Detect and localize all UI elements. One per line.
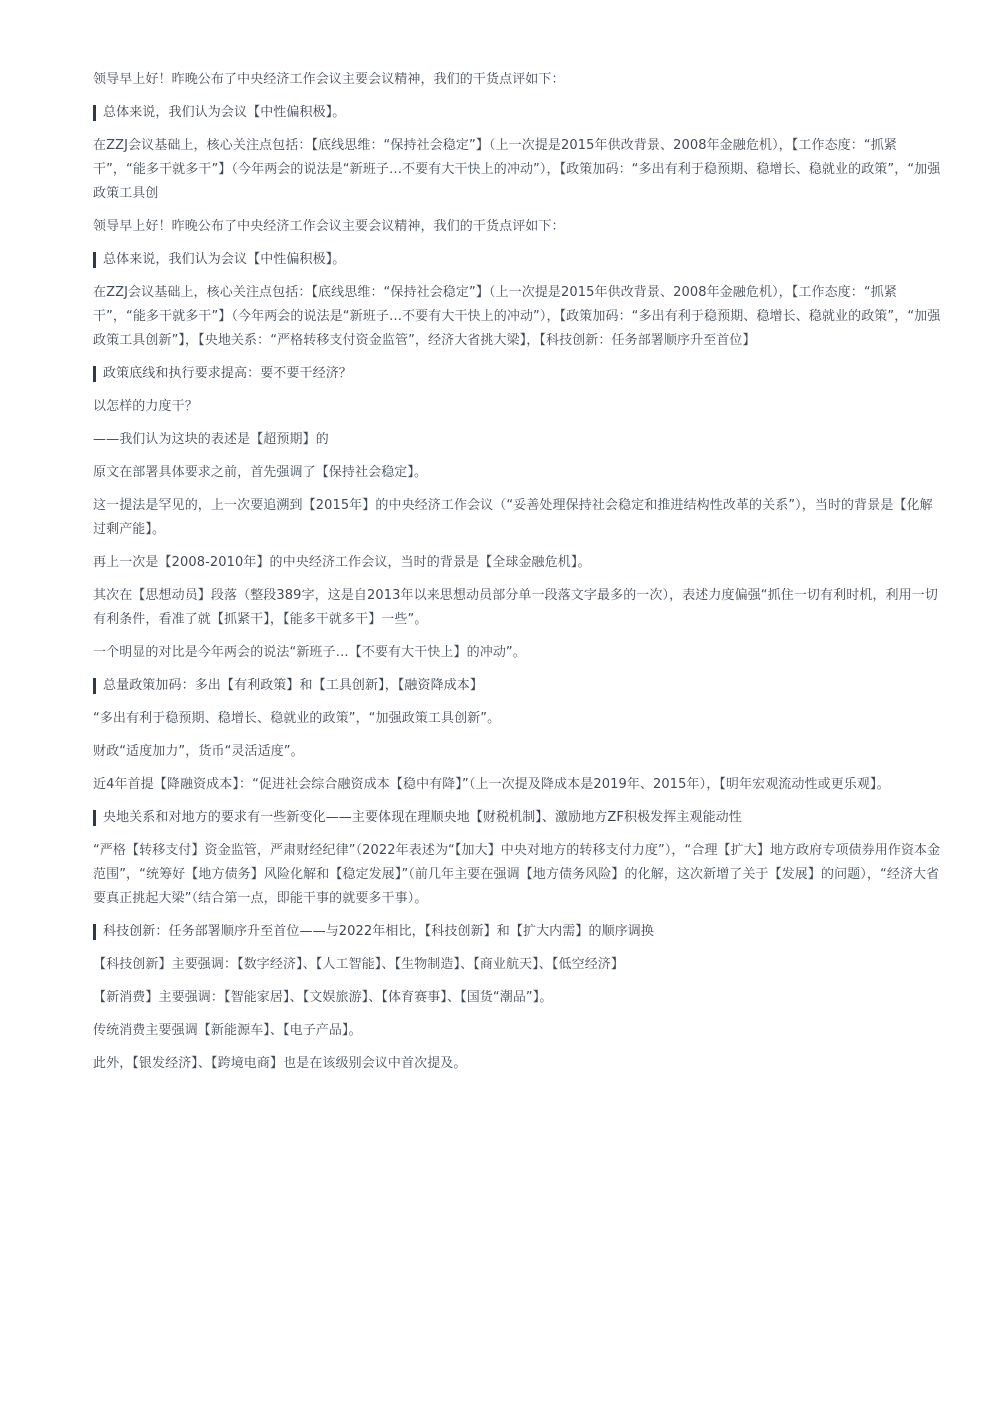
- paragraph: 一个明显的对比是今年两会的说法“新班子…【不要有大干快上】的冲动”。: [93, 645, 526, 660]
- paragraph: 财政“适度加力”，货币“灵活适度”。: [93, 744, 304, 759]
- paragraph: 其次在【思想动员】段落（整段389字，这是自2013年以来思想动员部分单一段落文字最多的一次），表述力度偏强“抓住一切有利时机，利用一切有利条件，看准了就【抓紧干】，【能多干就多干】一些”。: [93, 588, 938, 627]
- section-heading: 总体来说，我们认为会议【中性偏积极】。: [93, 101, 941, 125]
- paragraph: 原文在部署具体要求之前，首先强调了【保持社会稳定】。: [93, 465, 428, 480]
- section-heading: 总体来说，我们认为会议【中性偏积极】。: [93, 248, 941, 272]
- section-heading: 政策底线和执行要求提高：要不要干经济？: [93, 362, 941, 386]
- paragraph: 领导早上好！昨晚公布了中央经济工作会议主要会议精神，我们的干货点评如下：: [93, 219, 565, 234]
- paragraph: “严格【转移支付】资金监管，严肃财经纪律”（2022年表述为“【加大】中央对地方的转移支付力度”），“合理【扩大】地方政府专项债券用作资本金范围”，“统筹好【地方债务】风险化解和【稳定发展】”（前几年主要在强调【地方债务风险】的化解，这次新增了关于【发展】的问题），“经济大省要真正挑起大梁”（结合第一点，即能干事的就要多干事）。: [93, 843, 941, 906]
- section-heading: 科技创新：任务部署顺序升至首位——与2022年相比，【科技创新】和【扩大内需】的顺序调换: [93, 920, 941, 944]
- paragraph: 这一提法是罕见的，上一次要追溯到【2015年】的中央经济工作会议（“妥善处理保持社会稳定和推进结构性改革的关系”），当时的背景是【化解过剩产能】。: [93, 498, 933, 537]
- section-heading: 总量政策加码：多出【有利政策】和【工具创新】，【融资降成本】: [93, 674, 941, 698]
- paragraph: 以怎样的力度干？: [93, 399, 198, 414]
- paragraph: 再上一次是【2008-2010年】的中央经济工作会议，当时的背景是【全球金融危机】。: [93, 555, 591, 570]
- paragraph: 在ZZJ会议基础上，核心关注点包括：【底线思维：“保持社会稳定”】（上一次提是2015年供改背景、2008年金融危机），【工作态度：“抓紧干”，“能多干就多干”】（今年两会的说法是“新班子…不要有大干快上的冲动”），【政策加码：“多出有利于稳预期、稳增长、稳就业的政策”，“加强政策工具创: [93, 138, 941, 201]
- paragraph: 【新消费】主要强调：【智能家居】、【文娱旅游】、【体育赛事】、【国货“潮品”】。: [93, 990, 553, 1005]
- paragraph: 【科技创新】主要强调：【数字经济】、【人工智能】、【生物制造】、【商业航天】、【低空经济】: [93, 957, 625, 972]
- paragraph: 在ZZJ会议基础上，核心关注点包括：【底线思维：“保持社会稳定”】（上一次提是2015年供改背景、2008年金融危机），【工作态度：“抓紧干”，“能多干就多干”】（今年两会的说法是“新班子…不要有大干快上的冲动”），【政策加码：“多出有利于稳预期、稳增长、稳就业的政策”，“加强政策工具创新”】，【央地关系：“严格转移支付资金监管”，经济大省挑大梁】，【科技创新：任务部署顺序升至首位】: [93, 285, 941, 348]
- document-body: [93, 68, 941, 1085]
- paragraph: ——我们认为这块的表述是【超预期】的: [93, 432, 329, 447]
- paragraph: 传统消费主要强调【新能源车】、【电子产品】。: [93, 1023, 362, 1038]
- paragraph: 近4年首提【降融资成本】：“促进社会综合融资成本【稳中有降】”（上一次提及降成本是2019年、2015年），【明年宏观流动性或更乐观】。: [93, 777, 890, 792]
- paragraph: 领导早上好！昨晚公布了中央经济工作会议主要会议精神，我们的干货点评如下：: [93, 72, 565, 87]
- section-heading: 央地关系和对地方的要求有一些新变化——主要体现在理顺央地【财税机制】、激励地方ZF积极发挥主观能动性: [93, 806, 941, 830]
- paragraph: “多出有利于稳预期、稳增长、稳就业的政策”，“加强政策工具创新”。: [93, 711, 501, 726]
- paragraph: 此外，【银发经济】、【跨境电商】也是在该级别会议中首次提及。: [93, 1056, 467, 1071]
